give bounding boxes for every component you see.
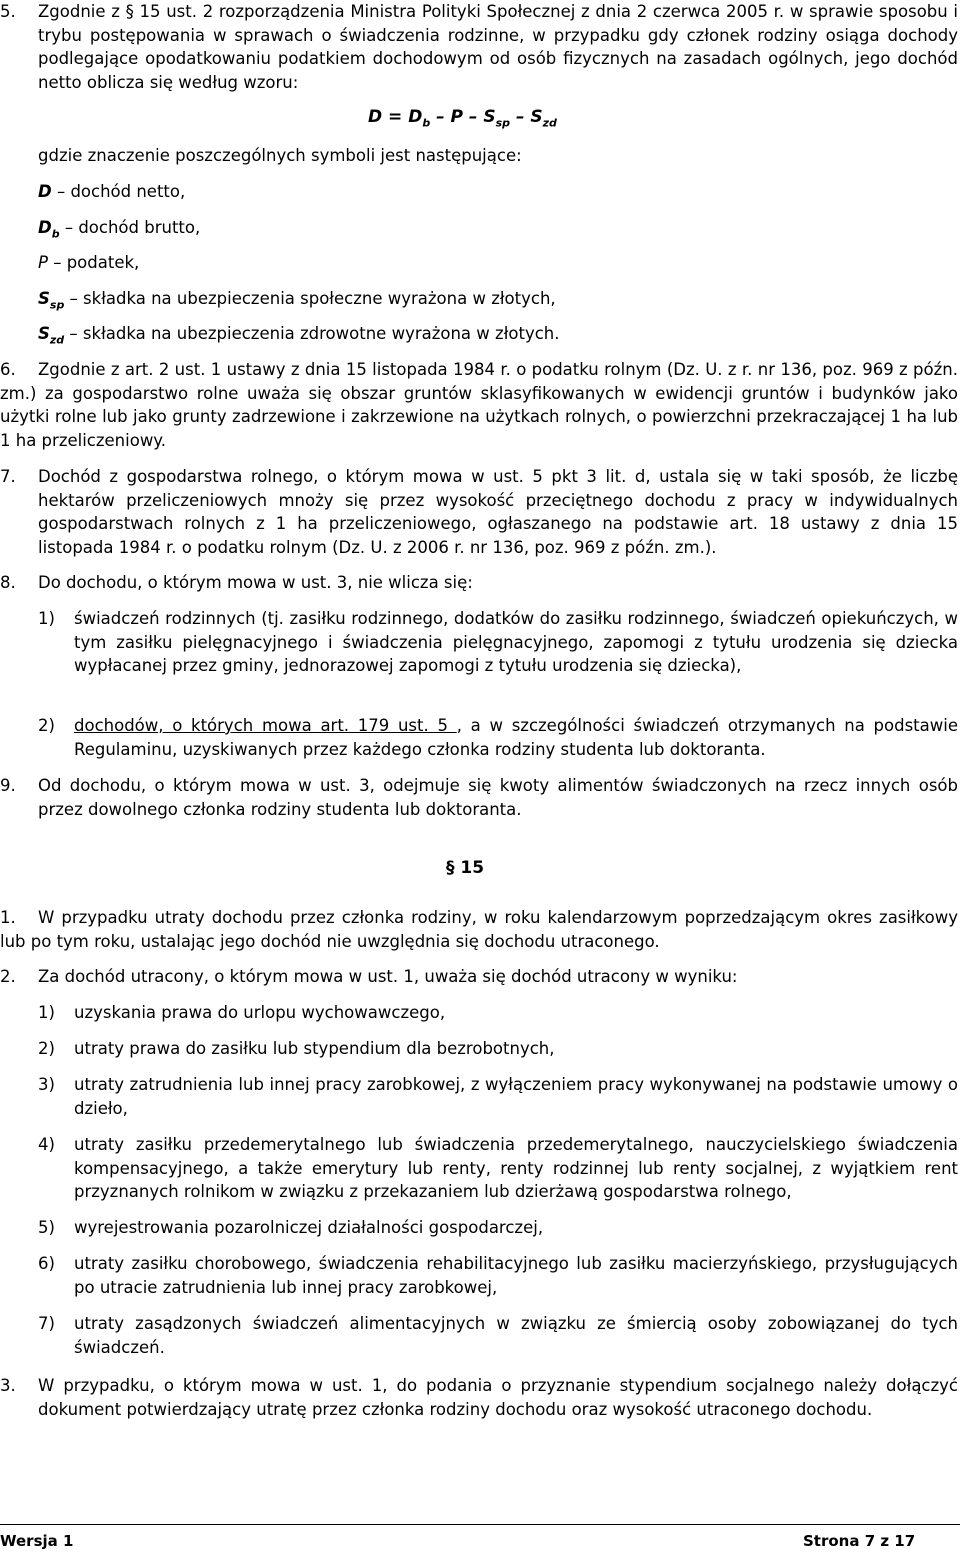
subitem-s15-2-1: uzyskania prawa do urlopu wychowawczego, xyxy=(74,1003,446,1022)
legal-reference: dochodów, o których mowa art. 179 ust. 5 xyxy=(74,716,457,735)
symbol-szd: $S_{zd}$ – składka na ubezpieczenia zdrowotne wyrażona w złotych. xyxy=(38,324,560,347)
subitem-s15-2-5: wyrejestrowania pozarolniczej działalności gospodarczej, xyxy=(74,1218,544,1237)
item-number: 3. xyxy=(0,1376,16,1395)
item-number: 1. xyxy=(0,908,16,927)
paragraph-item-7: Dochód z gospodarstwa rolnego, o którym mowa w ust. 5 pkt 3 lit. d, ustala się w taki sposób, że liczbę hektarów przeliczeniowych mnoży się przez wysokość przeciętnego dochodu z pracy w indywidualnych gospodarstwach rolnych z 1 ha przeliczeniowego, ogłaszanego na podstawie art. 18 ustawy z dnia 15 listopada 1984 r. o podatku rolnym (Dz. U. z 2006 r. nr 136, poz. 969 z późn. zm.). xyxy=(38,467,958,557)
symbol-p: P – podatek, xyxy=(38,253,140,272)
footer-divider xyxy=(0,1524,960,1525)
subitem-s15-2-4: utraty zasiłku przedemerytalnego lub świadczenia przedemerytalnego, nauczycielskiego świadczenia kompensacyjnego, a także emerytury lub renty, renty rodzinnej lub renty socjalnej, z wyjątkiem rent przyznanych rolnikom w związku z przekazaniem lub dzierżawą gospodarstwa rolnego, xyxy=(74,1135,958,1201)
paragraph-s15-1: W przypadku utraty dochodu przez członka rodziny, w roku kalendarzowym poprzedzającym okres zasiłkowy lub po tym roku, ustalając jego dochód nie uwzględnia się dochodu utraconego. xyxy=(0,908,958,951)
subitem-number: 1) xyxy=(38,609,55,628)
symbol-d: D – dochód netto, xyxy=(38,182,186,201)
footer-version: Wersja 1 xyxy=(0,1532,74,1550)
subitem-number: 3) xyxy=(38,1075,55,1094)
subitem-s15-2-3: utraty zatrudnienia lub innej pracy zarobkowej, z wyłączeniem pracy wykonywanej na podstawie umowy o dzieło, xyxy=(74,1075,958,1118)
paragraph-item-8: Do dochodu, o którym mowa w ust. 3, nie wlicza się: xyxy=(38,573,473,592)
item-number: 2. xyxy=(0,967,16,986)
paragraph-item-9: Od dochodu, o którym mowa w ust. 3, odejmuje się kwoty alimentów świadczonych na rzecz innych osób przez dowolnego członka rodziny studenta lub doktoranta. xyxy=(38,776,958,819)
item-number: 5. xyxy=(0,2,16,21)
item-number: 8. xyxy=(0,573,16,592)
net-income-formula: $D = D_b - P - S_{sp} - S_{zd}$ xyxy=(368,107,557,130)
subitem-number: 7) xyxy=(38,1314,55,1333)
subitem-8-2: dochodów, o których mowa art. 179 ust. 5 , a w szczególności świadczeń otrzymanych na podstawie Regulaminu, uzyskiwanych przez każdego członka rodziny studenta lub doktoranta. xyxy=(74,716,958,759)
section-heading: § 15 xyxy=(446,858,485,878)
item-number: 7. xyxy=(0,467,16,486)
paragraph-item-6: Zgodnie z art. 2 ust. 1 ustawy z dnia 15 listopada 1984 r. o podatku rolnym (Dz. U. z r. nr 136, poz. 969 z późn. zm.) za gospodarstwo rolne uważa się obszar gruntów sklasyfikowanych w ewidencji gruntów i budynków jako użytki rolne lub jako grunty zadrzewione i zakrzewione na użytkach rolnych, o powierzchni przekraczającej 1 ha lub 1 ha przeliczeniowy. xyxy=(0,360,958,450)
footer-page-number: Strona 7 z 17 xyxy=(803,1532,916,1550)
item-number: 6. xyxy=(0,360,16,379)
subitem-number: 2) xyxy=(38,1039,55,1058)
symbols-intro: gdzie znaczenie poszczególnych symboli jest następujące: xyxy=(38,146,522,165)
subitem-number: 1) xyxy=(38,1003,55,1022)
paragraph-s15-3: W przypadku, o którym mowa w ust. 1, do podania o przyznanie stypendium socjalnego należy dołączyć dokument potwierdzający utratę przez członka rodziny dochodu oraz wysokość utraconego dochodu. xyxy=(38,1376,958,1419)
subitem-s15-2-7: utraty zasądzonych świadczeń alimentacyjnych w związku ze śmiercią osoby zobowiązanej do tych świadczeń. xyxy=(74,1314,958,1357)
subitem-number: 6) xyxy=(38,1254,55,1273)
paragraph-s15-2: Za dochód utracony, o którym mowa w ust. 1, uważa się dochód utracony w wyniku: xyxy=(38,967,738,986)
symbol-ssp: $S_{sp}$ – składka na ubezpieczenia społeczne wyrażona w złotych, xyxy=(38,289,556,312)
subitem-number: 2) xyxy=(38,716,55,735)
subitem-s15-2-2: utraty prawa do zasiłku lub stypendium dla bezrobotnych, xyxy=(74,1039,555,1058)
subitem-number: 4) xyxy=(38,1135,55,1154)
symbol-db: $D_b$ – dochód brutto, xyxy=(38,218,201,241)
subitem-s15-2-6: utraty zasiłku chorobowego, świadczenia rehabilitacyjnego lub zasiłku macierzyńskiego, przysługujących po utracie zatrudnienia lub innej pracy zarobkowej, xyxy=(74,1254,958,1297)
item-number: 9. xyxy=(0,776,16,795)
subitem-8-1: świadczeń rodzinnych (tj. zasiłku rodzinnego, dodatków do zasiłku rodzinnego, świadczeń opiekuńczych, w tym zasiłku pielęgnacyjnego i świadczenia pielęgnacyjnego, zapomogi z tytułu urodzenia się dziecka wypłacanej przez gminy, jednorazowej zapomogi z tytułu urodzenia się dziecka), xyxy=(74,609,958,675)
subitem-number: 5) xyxy=(38,1218,55,1237)
paragraph-item-5: Zgodnie z § 15 ust. 2 rozporządzenia Ministra Polityki Społecznej z dnia 2 czerwca 2005 r. w sprawie sposobu i trybu postępowania w sprawach o świadczenia rodzinne, w przypadku gdy członek rodziny osiąga dochody podlegające opodatkowaniu podatkiem dochodowym od osób fizycznych na zasadach ogólnych, jego dochód netto oblicza się według wzoru: xyxy=(38,2,958,92)
